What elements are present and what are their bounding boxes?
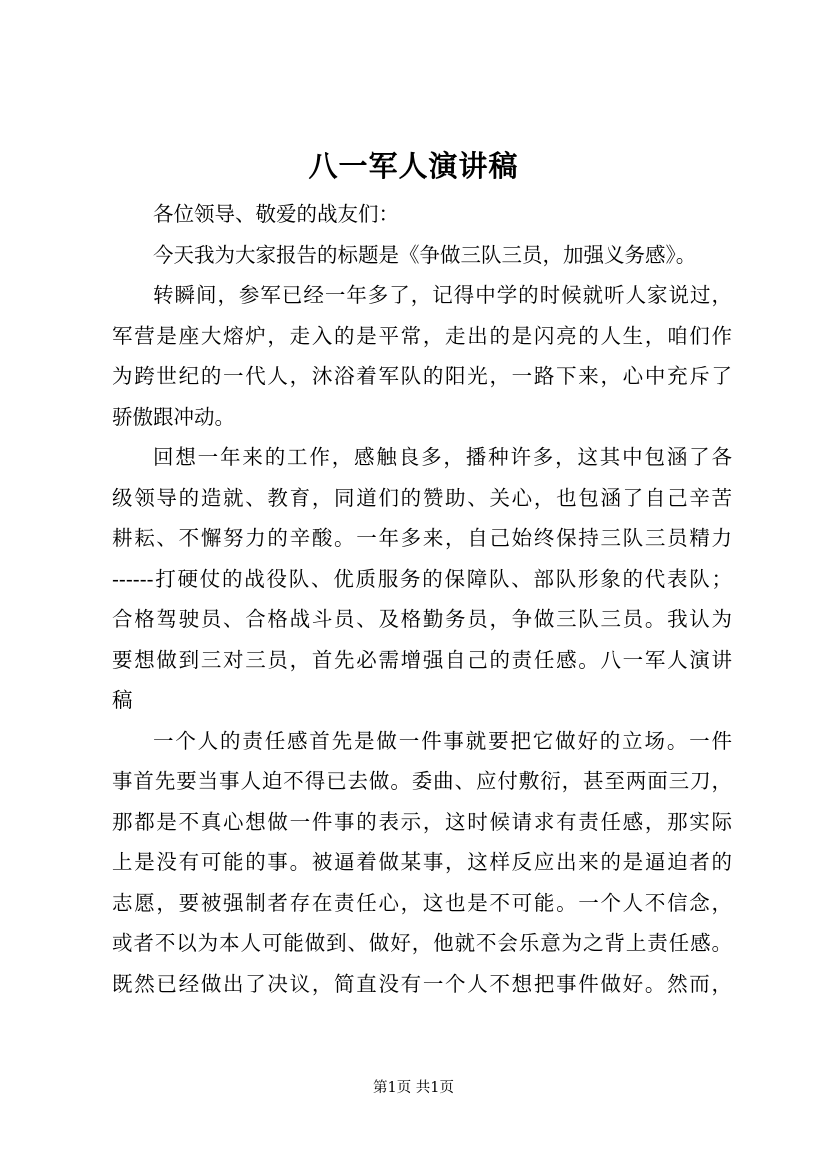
text-line: 骄傲跟冲动。 (112, 404, 235, 429)
text-line: 或者不以为本人可能做到、做好，他就不会乐意为之背上责任感。 (112, 931, 732, 955)
text-line: 要想做到三对三员，首先必需增强自己的责任感。八一军人演讲 (112, 647, 732, 672)
paragraph (112, 437, 732, 721)
document-title: 八一军人演讲稿 (308, 149, 519, 183)
document-body (112, 194, 732, 1004)
text-line: 志愿，要被强制者存在责任心，这也是不可能。一个人不信念， (112, 890, 732, 915)
page-footer: 第1页 共1页 (372, 1080, 455, 1096)
text-line: 一个人的责任感首先是做一件事就要把它做好的立场。一件 (153, 728, 732, 753)
paragraph (112, 275, 732, 437)
text-line: 事首先要当事人迫不得已去做。委曲、应付敷衍，甚至两面三刀， (112, 769, 732, 793)
text-line: 上是没有可能的事。被逼着做某事，这样反应出来的是逼迫者的 (112, 850, 732, 874)
text-line: 为跨世纪的一代人，沐浴着军队的阳光，一路下来，心中充斥了 (112, 364, 732, 388)
text-line: 回想一年来的工作，感触良多，播种许多，这其中包涵了各 (153, 445, 732, 469)
paragraph (112, 721, 732, 1005)
text-line: 稿 (112, 688, 133, 712)
text-line: 耕耘、不懈努力的辛酸。一年多来，自己始终保持三队三员精力 (112, 526, 732, 550)
text-line: 那都是不真心想做一件事的表示，这时候请求有责任感，那实际 (112, 809, 732, 834)
paragraph (112, 235, 732, 276)
text-line: 级领导的造就、教育，同道们的赞助、关心，也包涵了自己辛苦 (112, 485, 732, 510)
text-line: ------打硬仗的战役队、优质服务的保障队、部队形象的代表队； (112, 566, 732, 591)
text-line: 合格驾驶员、合格战斗员、及格勤务员，争做三队三员。我认为 (112, 607, 732, 631)
paragraph (112, 194, 732, 235)
text-line: 既然已经做出了决议，简直没有一个人不想把事件做好。然而， (112, 971, 732, 996)
text-line: 军营是座大熔炉，走入的是平常，走出的是闪亮的人生，咱们作 (112, 323, 732, 348)
text-line: 今天我为大家报告的标题是《争做三队三员，加强义务感》。 (153, 242, 697, 267)
text-line: 转瞬间，参军已经一年多了，记得中学的时候就听人家说过， (153, 283, 732, 307)
text-line: 各位领导、敬爱的战友们： (153, 202, 399, 226)
